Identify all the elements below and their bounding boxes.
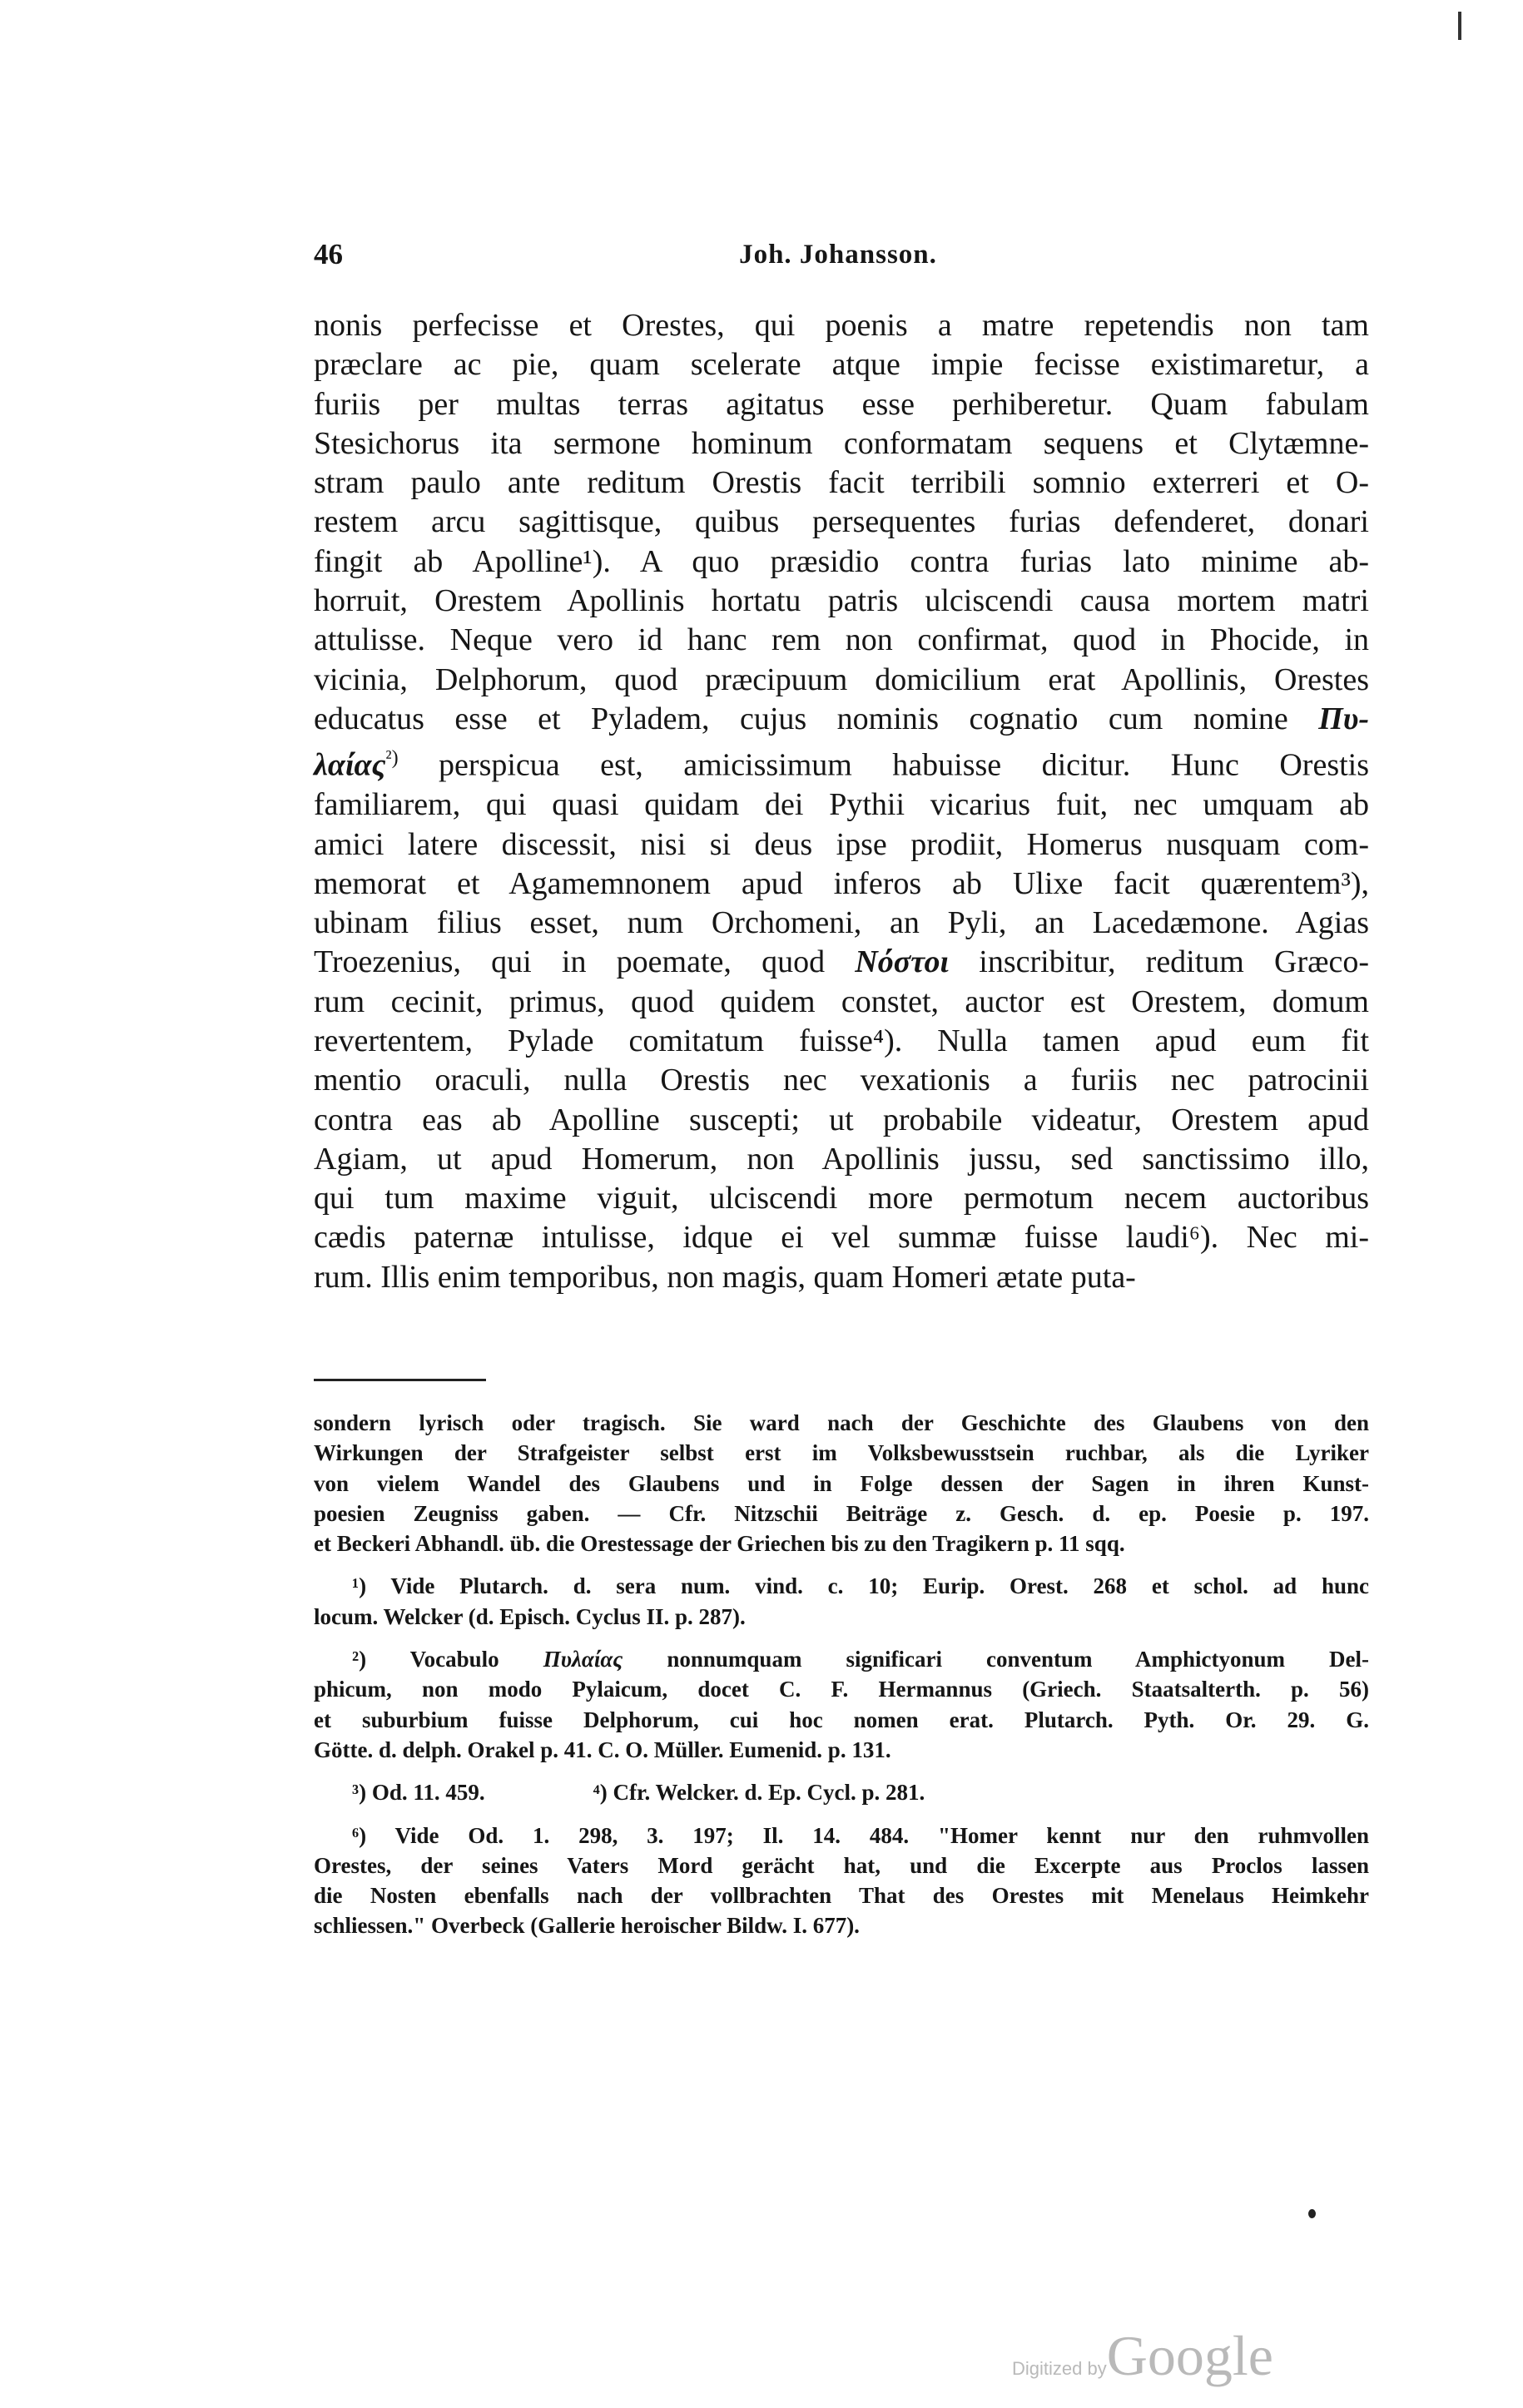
footnote-line: von vielem Wandel des Glaubens und in Folge dessen der Sagen in ihren Kunst-	[314, 1470, 1369, 1496]
text-line: rum cecinit, primus, quod quidem constet, auctor est Orestem, domum	[314, 984, 1369, 1019]
body-text	[314, 306, 1369, 1297]
footnote-line: die Nosten ebenfalls nach der vollbrachten That des Orestes mit Menelaus Heimkehr	[314, 1883, 1369, 1909]
google-logo: Google	[1106, 2324, 1273, 2387]
text-line: revertentem, Pylade comitatum fuisse⁴). Nulla tamen apud eum fit	[314, 1023, 1369, 1058]
text-line: ubinam filius esset, num Orchomeni, an Pyli, an Lacedæmone. Agias	[314, 905, 1369, 941]
footnote-line	[314, 1644, 1369, 1674]
text-line: qui tum maxime viguit, ulciscendi more permotum necem auctoribus	[314, 1181, 1369, 1216]
text-line	[314, 700, 1369, 739]
footnote-line: et suburbium fuisse Delphorum, cui hoc nomen erat. Plutarch. Pyth. Or. 29. G.	[314, 1707, 1369, 1732]
footnote-ref: ²)	[385, 747, 399, 770]
footnote-line: Wirkungen der Strafgeister selbst erst im Volksbewusstsein ruchbar, als die Lyriker	[314, 1440, 1369, 1466]
digitized-watermark	[1012, 2323, 1273, 2389]
ink-dot	[1308, 2209, 1316, 2218]
footnote-line: phicum, non modo Pylaicum, docet C. F. Hermannus (Griech. Staatsalterth. p. 56)	[314, 1677, 1369, 1702]
footnotes-3-4	[314, 1777, 1369, 1807]
footnote-continued	[314, 1408, 1369, 1558]
footnote-line: sondern lyrisch oder tragisch. Sie ward nach der Geschichte des Glaubens von den	[314, 1410, 1369, 1435]
greek-word-pylaias-note: Πυλαίας	[543, 1647, 623, 1672]
text-line: restem arcu sagittisque, quibus persequentes furias defenderet, donari	[314, 504, 1369, 540]
text-line: Agiam, ut apud Homerum, non Apollinis jussu, sed sanctissimo illo,	[314, 1141, 1369, 1177]
text-line: cædis paternæ intulisse, idque ei vel summæ fuisse laudi⁶). Nec mi-	[314, 1220, 1369, 1256]
footnote-2	[314, 1644, 1369, 1765]
text-line: horruit, Orestem Apollinis hortatu patris ulciscendi causa mortem matri	[314, 583, 1369, 619]
text-line: furiis per multas terras agitatus esse perhiberetur. Quam fabulam	[314, 386, 1369, 422]
footnotes	[314, 1408, 1369, 1954]
greek-word-pylaias: Πυ-	[1318, 701, 1369, 736]
footnote-line: ⁶) Vide Od. 1. 298, 3. 197; Il. 14. 484. "Homer kennt nur den ruhmvollen	[352, 1822, 1369, 1848]
text-line: præclare ac pie, quam scelerate atque impie fecisse existimaretur, a	[314, 347, 1369, 383]
footnote-line: et Beckeri Abhandl. üb. die Orestessage der Griechen bis zu den Tragikern p. 11 sqq.	[314, 1531, 1125, 1557]
greek-word-pylaias-cont: λαίας	[314, 747, 386, 783]
footnote-4: ⁴) Cfr. Welcker. d. Ep. Cycl. p. 281.	[593, 1780, 925, 1806]
footnote-line: Orestes, der seines Vaters Mord gerächt hat, und die Excerpte aus Proclos lassen	[314, 1852, 1369, 1878]
text-line: amici latere discessit, nisi si deus ipse prodiit, Homerus nusquam com-	[314, 826, 1369, 862]
text-line	[314, 943, 1369, 982]
footnote-line: schliessen." Overbeck (Gallerie heroischer Bildw. I. 677).	[314, 1913, 860, 1939]
greek-word-nostoi: Νόστοι	[855, 944, 950, 980]
text-line: vicinia, Delphorum, quod præcipuum domicilium erat Apollinis, Orestes	[314, 661, 1369, 697]
footnote-3: ³) Od. 11. 459.	[352, 1780, 485, 1806]
text-segment: nonnumquam significari conventum Amphictyonum Del-	[667, 1647, 1370, 1672]
text-line: mentio oraculi, nulla Orestis nec vexationis a furiis nec patrocinii	[314, 1063, 1369, 1098]
text-line: memorat et Agamemnonem apud inferos ab Ulixe facit quærentem³),	[314, 865, 1369, 901]
text-segment: educatus esse et Pyladem, cujus nominis cognatio cum nomine	[314, 701, 1288, 736]
text-line: nonis perfecisse et Orestes, qui poenis a matre repetendis non tam	[314, 308, 1369, 343]
footnote-rule	[314, 1379, 486, 1381]
footnote-line: poesien Zeugniss gaben. — Cfr. Nitzschii Beiträge z. Gesch. d. ep. Poesie p. 197.	[314, 1500, 1369, 1526]
scan-edge-mark	[1458, 12, 1461, 40]
text-line: familiarem, qui quasi quidam dei Pythii vicarius fuit, nec umquam ab	[314, 787, 1369, 823]
footnote-6	[314, 1821, 1369, 1941]
text-segment: inscribitur, reditum Græco-	[979, 944, 1370, 980]
text-line: fingit ab Apolline¹). A quo præsidio contra furias lato minime ab-	[314, 543, 1369, 579]
text-segment: Troezenius, qui in poemate, quod	[314, 944, 826, 980]
footnote-1	[314, 1571, 1369, 1632]
text-line: contra eas ab Apolline suscepti; ut probabile videatur, Orestem apud	[314, 1102, 1369, 1137]
digitized-label: Digitized by	[1012, 2358, 1107, 2379]
text-segment: perspicua est, amicissimum habuisse dicitur. Hunc Orestis	[439, 747, 1370, 783]
footnote-line: Götte. d. delph. Orakel p. 41. C. O. Müller. Eumenid. p. 131.	[314, 1737, 891, 1762]
running-head: Joh. Johansson.	[739, 240, 937, 270]
footnote-line: locum. Welcker (d. Episch. Cyclus II. p. 287).	[314, 1603, 746, 1629]
text-line: attulisse. Neque vero id hanc rem non confirmat, quod in Phocide, in	[314, 622, 1369, 658]
text-line: rum. Illis enim temporibus, non magis, quam Homeri ætate puta-	[314, 1259, 1136, 1295]
page-number: 46	[314, 238, 343, 270]
text-line: stram paulo ante reditum Orestis facit terribili somnio exterreri et O-	[314, 465, 1369, 501]
text-segment: ²) Vocabulo	[352, 1647, 499, 1672]
text-line: Stesichorus ita sermone hominum conformatam sequens et Clytæmne-	[314, 425, 1369, 461]
page-header	[314, 238, 1362, 280]
text-line	[314, 739, 1369, 785]
footnote-line: ¹) Vide Plutarch. d. sera num. vind. c. 10; Eurip. Orest. 268 et schol. ad hunc	[352, 1573, 1369, 1599]
